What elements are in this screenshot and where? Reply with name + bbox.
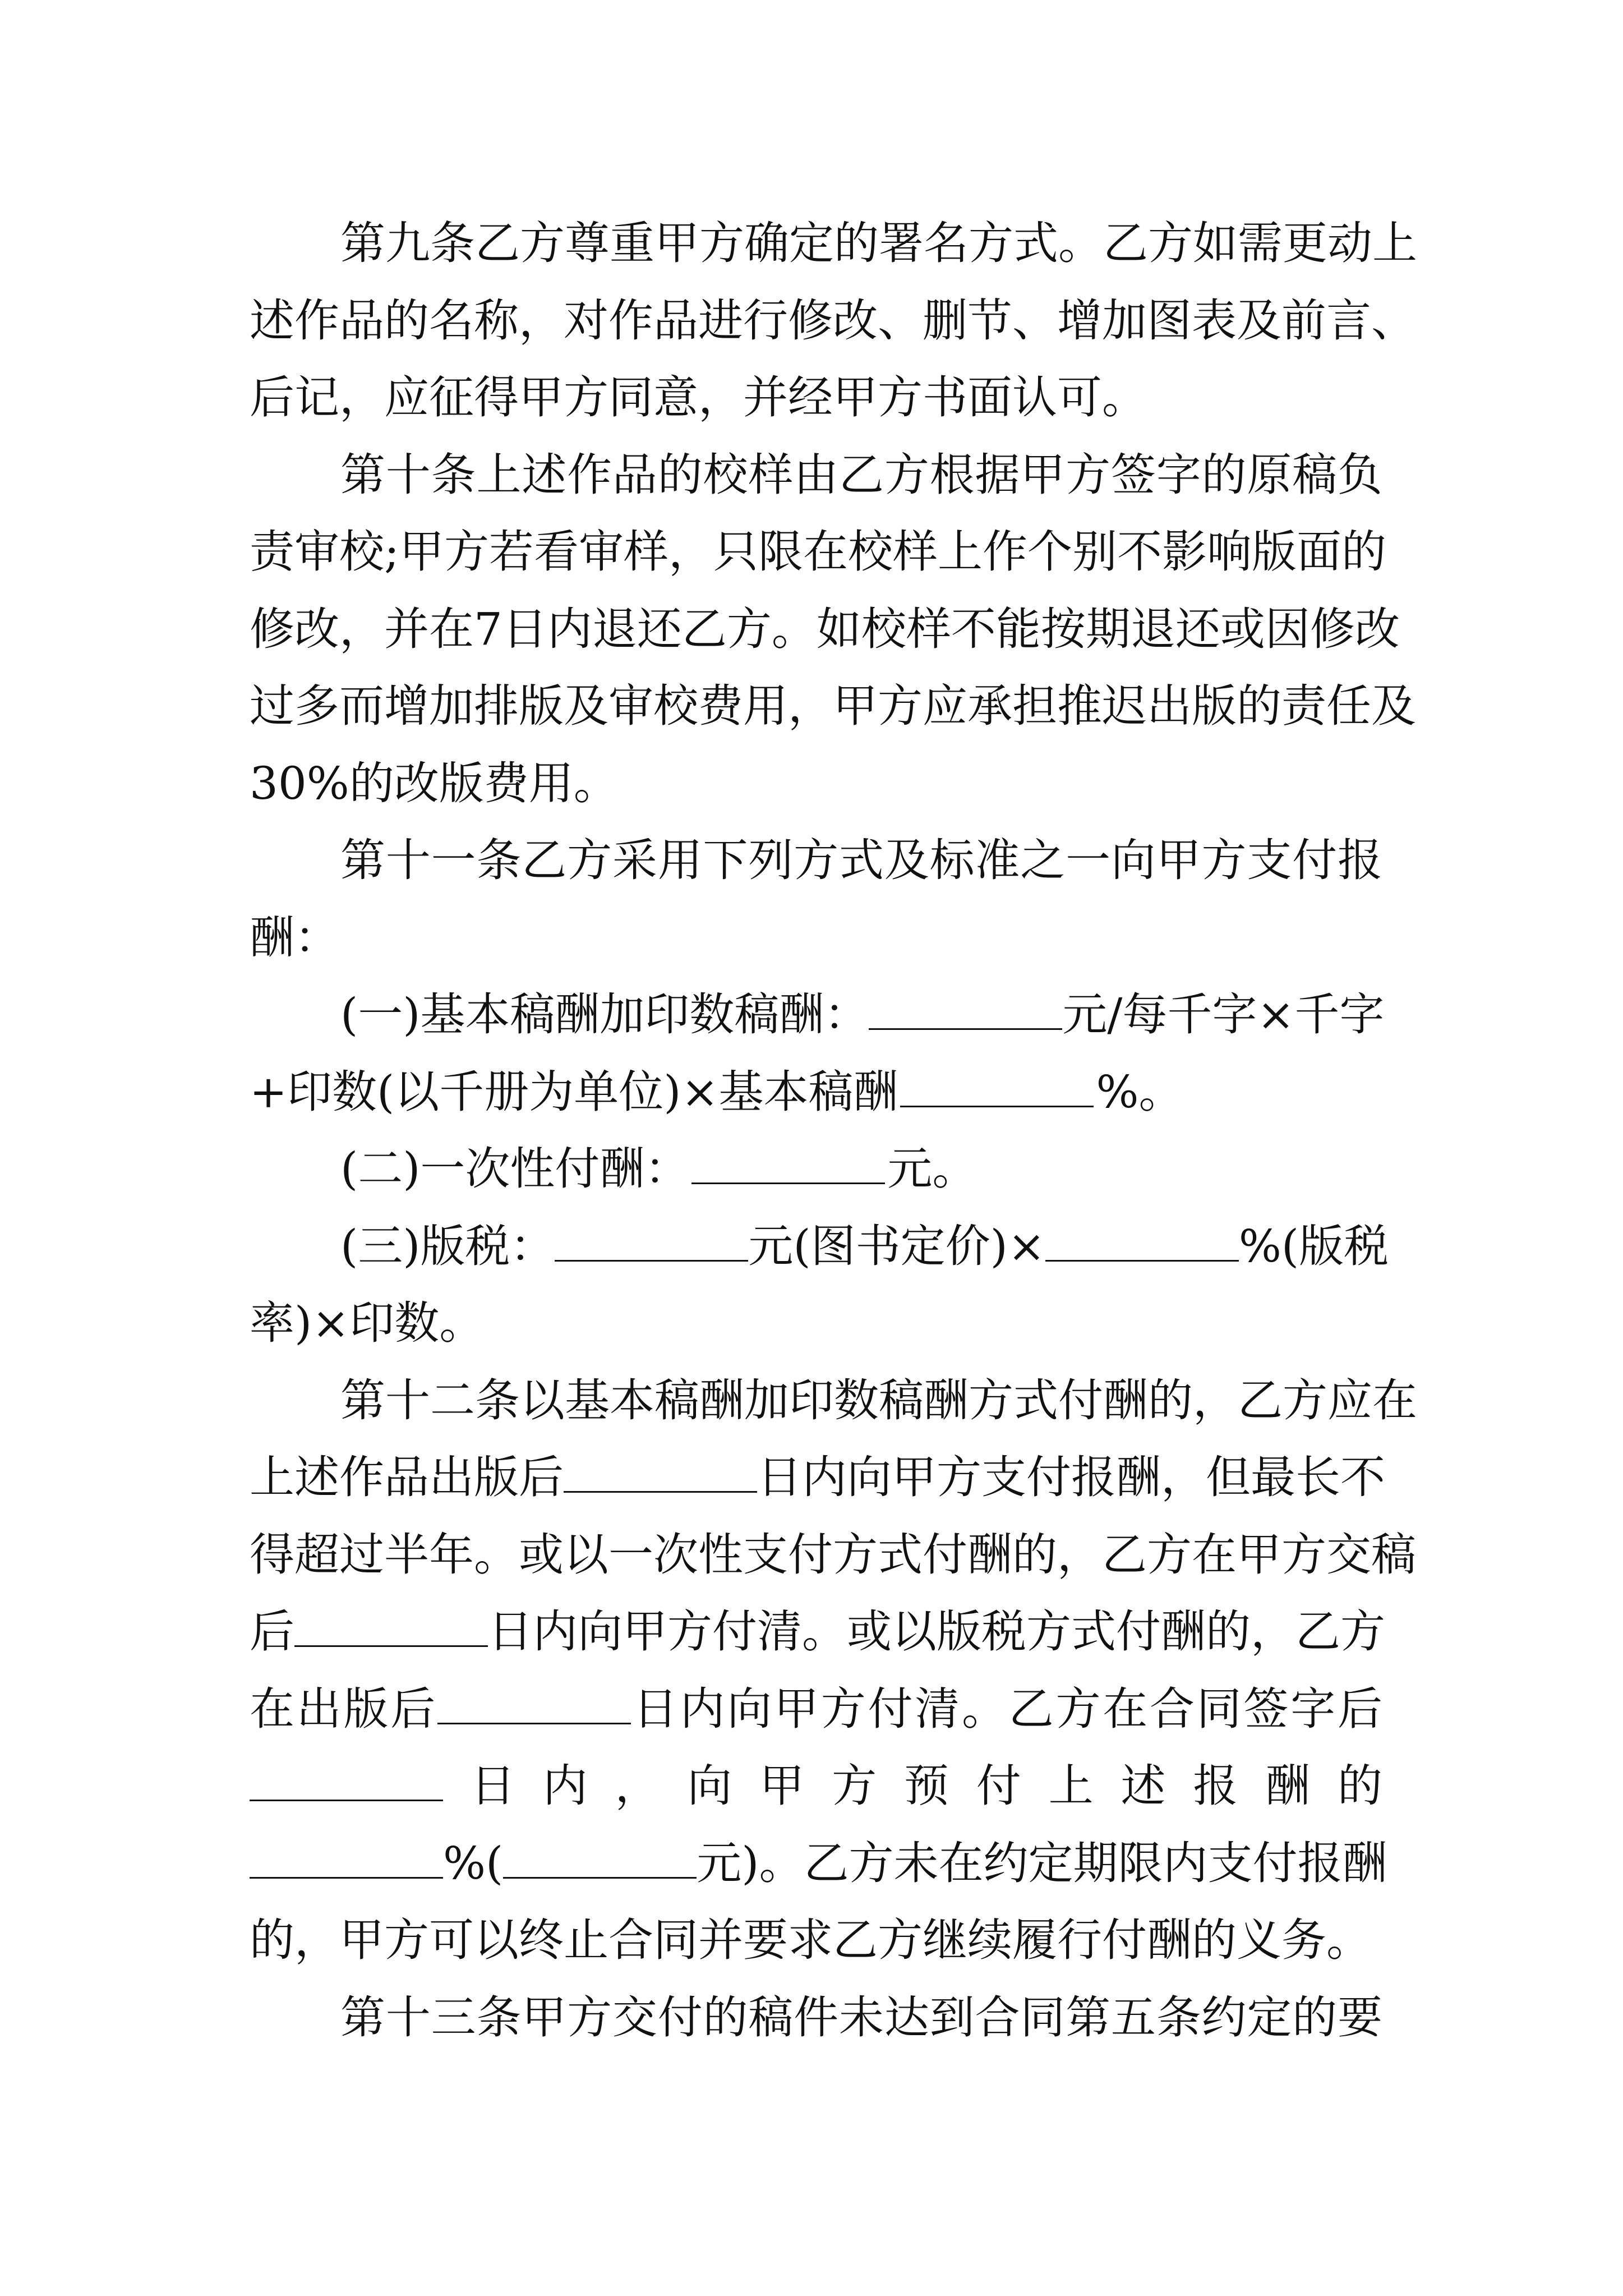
option-3-price: 元(图书定价)× <box>748 1220 1045 1272</box>
option-3-label: (三)版税： <box>340 1220 555 1272</box>
article-11-option-2 <box>250 1130 1382 1208</box>
option-2-unit: 元。 <box>887 1143 978 1195</box>
article-12-line-3: 得超过半年。或以一次性支付方式付酬的，乙方在甲方交稿 <box>250 1528 1416 1581</box>
article-11-line-1: 第十一条乙方采用下列方式及标准之一向甲方支付报 <box>340 834 1382 886</box>
fill-blank <box>691 1182 885 1184</box>
fill-blank <box>564 1490 757 1493</box>
article-11-option-1-line-2 <box>250 1053 1382 1131</box>
article-11-option-3-line-1 <box>250 1208 1389 1285</box>
option-1-unit: 元/每千字×千字 <box>1062 988 1385 1041</box>
article-12-line-7-text: 元)。乙方未在约定期限内支付报酬 <box>697 1837 1387 1889</box>
document-body <box>250 205 1417 2056</box>
article-12-line-6-text: 日内，向甲方预付上述报酬的 <box>443 1760 1382 1812</box>
article-12-line-1: 第十二条以基本稿酬加印数稿酬方式付酬的，乙方应在 <box>340 1374 1417 1427</box>
article-9-line-2: 述作品的名称，对作品进行修改、删节、增加图表及前言、 <box>250 294 1416 347</box>
article-12-line-2-end: 日内向甲方支付报酬，但最长不 <box>757 1451 1385 1503</box>
fill-blank <box>869 1028 1062 1030</box>
article-11-option-3-line-2: 率)×印数。 <box>250 1297 485 1349</box>
fill-blank <box>900 1105 1094 1107</box>
fill-blank <box>294 1645 488 1647</box>
article-12-line-2 <box>250 1439 1385 1516</box>
option-1-percent: %。 <box>1096 1065 1184 1118</box>
article-10-line-5: 30%的改版费用。 <box>250 757 619 809</box>
article-12-line-5-end: 日内向甲方付清。乙方在合同签字后 <box>631 1682 1382 1735</box>
article-12-line-8: 的，甲方可以终止合同并要求乙方继续履行付酬的义务。 <box>250 1914 1371 1966</box>
article-11-option-1-line-1 <box>250 976 1385 1053</box>
article-12-line-2-start: 上述作品出版后 <box>250 1451 564 1503</box>
option-2-label: (二)一次性付酬： <box>340 1143 690 1195</box>
article-11-line-2: 酬： <box>250 911 339 964</box>
article-12-line-5 <box>250 1671 1382 1748</box>
option-1-label: (一)基本稿酬加印数稿酬： <box>340 988 869 1041</box>
article-9-line-1: 第九条乙方尊重甲方确定的署名方式。乙方如需更动上 <box>340 217 1417 269</box>
fill-blank <box>555 1259 748 1262</box>
article-12-line-4 <box>250 1593 1385 1671</box>
fill-blank <box>250 1876 443 1879</box>
fill-blank <box>437 1722 631 1724</box>
article-10-line-3: 修改，并在7日内退还乙方。如校样不能按期退还或因修改 <box>250 602 1400 655</box>
article-12-line-6 <box>250 1747 1382 1825</box>
fill-blank <box>503 1876 697 1879</box>
option-1-formula: +印数(以千册为单位)×基本稿酬 <box>250 1065 898 1118</box>
article-10-line-4: 过多而增加排版及审校费用，甲方应承担推迟出版的责任及 <box>250 680 1416 732</box>
fill-blank <box>250 1799 443 1801</box>
article-13-line-1: 第十三条甲方交付的稿件未达到合同第五条约定的要 <box>340 1991 1382 2044</box>
article-12-line-4-end: 日内向甲方付清。或以版税方式付酬的，乙方 <box>488 1605 1385 1658</box>
article-12-line-5-start: 在出版后 <box>250 1682 437 1735</box>
article-10-line-1: 第十条上述作品的校样由乙方根据甲方签字的原稿负 <box>340 448 1382 501</box>
article-10-line-2: 责审校;甲方若看审样，只限在校样上作个别不影响版面的 <box>250 526 1386 578</box>
article-12-line-7 <box>250 1825 1387 1902</box>
article-12-line-4-start: 后 <box>250 1605 294 1658</box>
option-3-rate: %(版税 <box>1238 1220 1389 1272</box>
fill-blank <box>1045 1259 1239 1262</box>
article-12-line-7-percent: %( <box>443 1837 504 1889</box>
article-9-line-3: 后记，应征得甲方同意，并经甲方书面认可。 <box>250 371 1147 424</box>
